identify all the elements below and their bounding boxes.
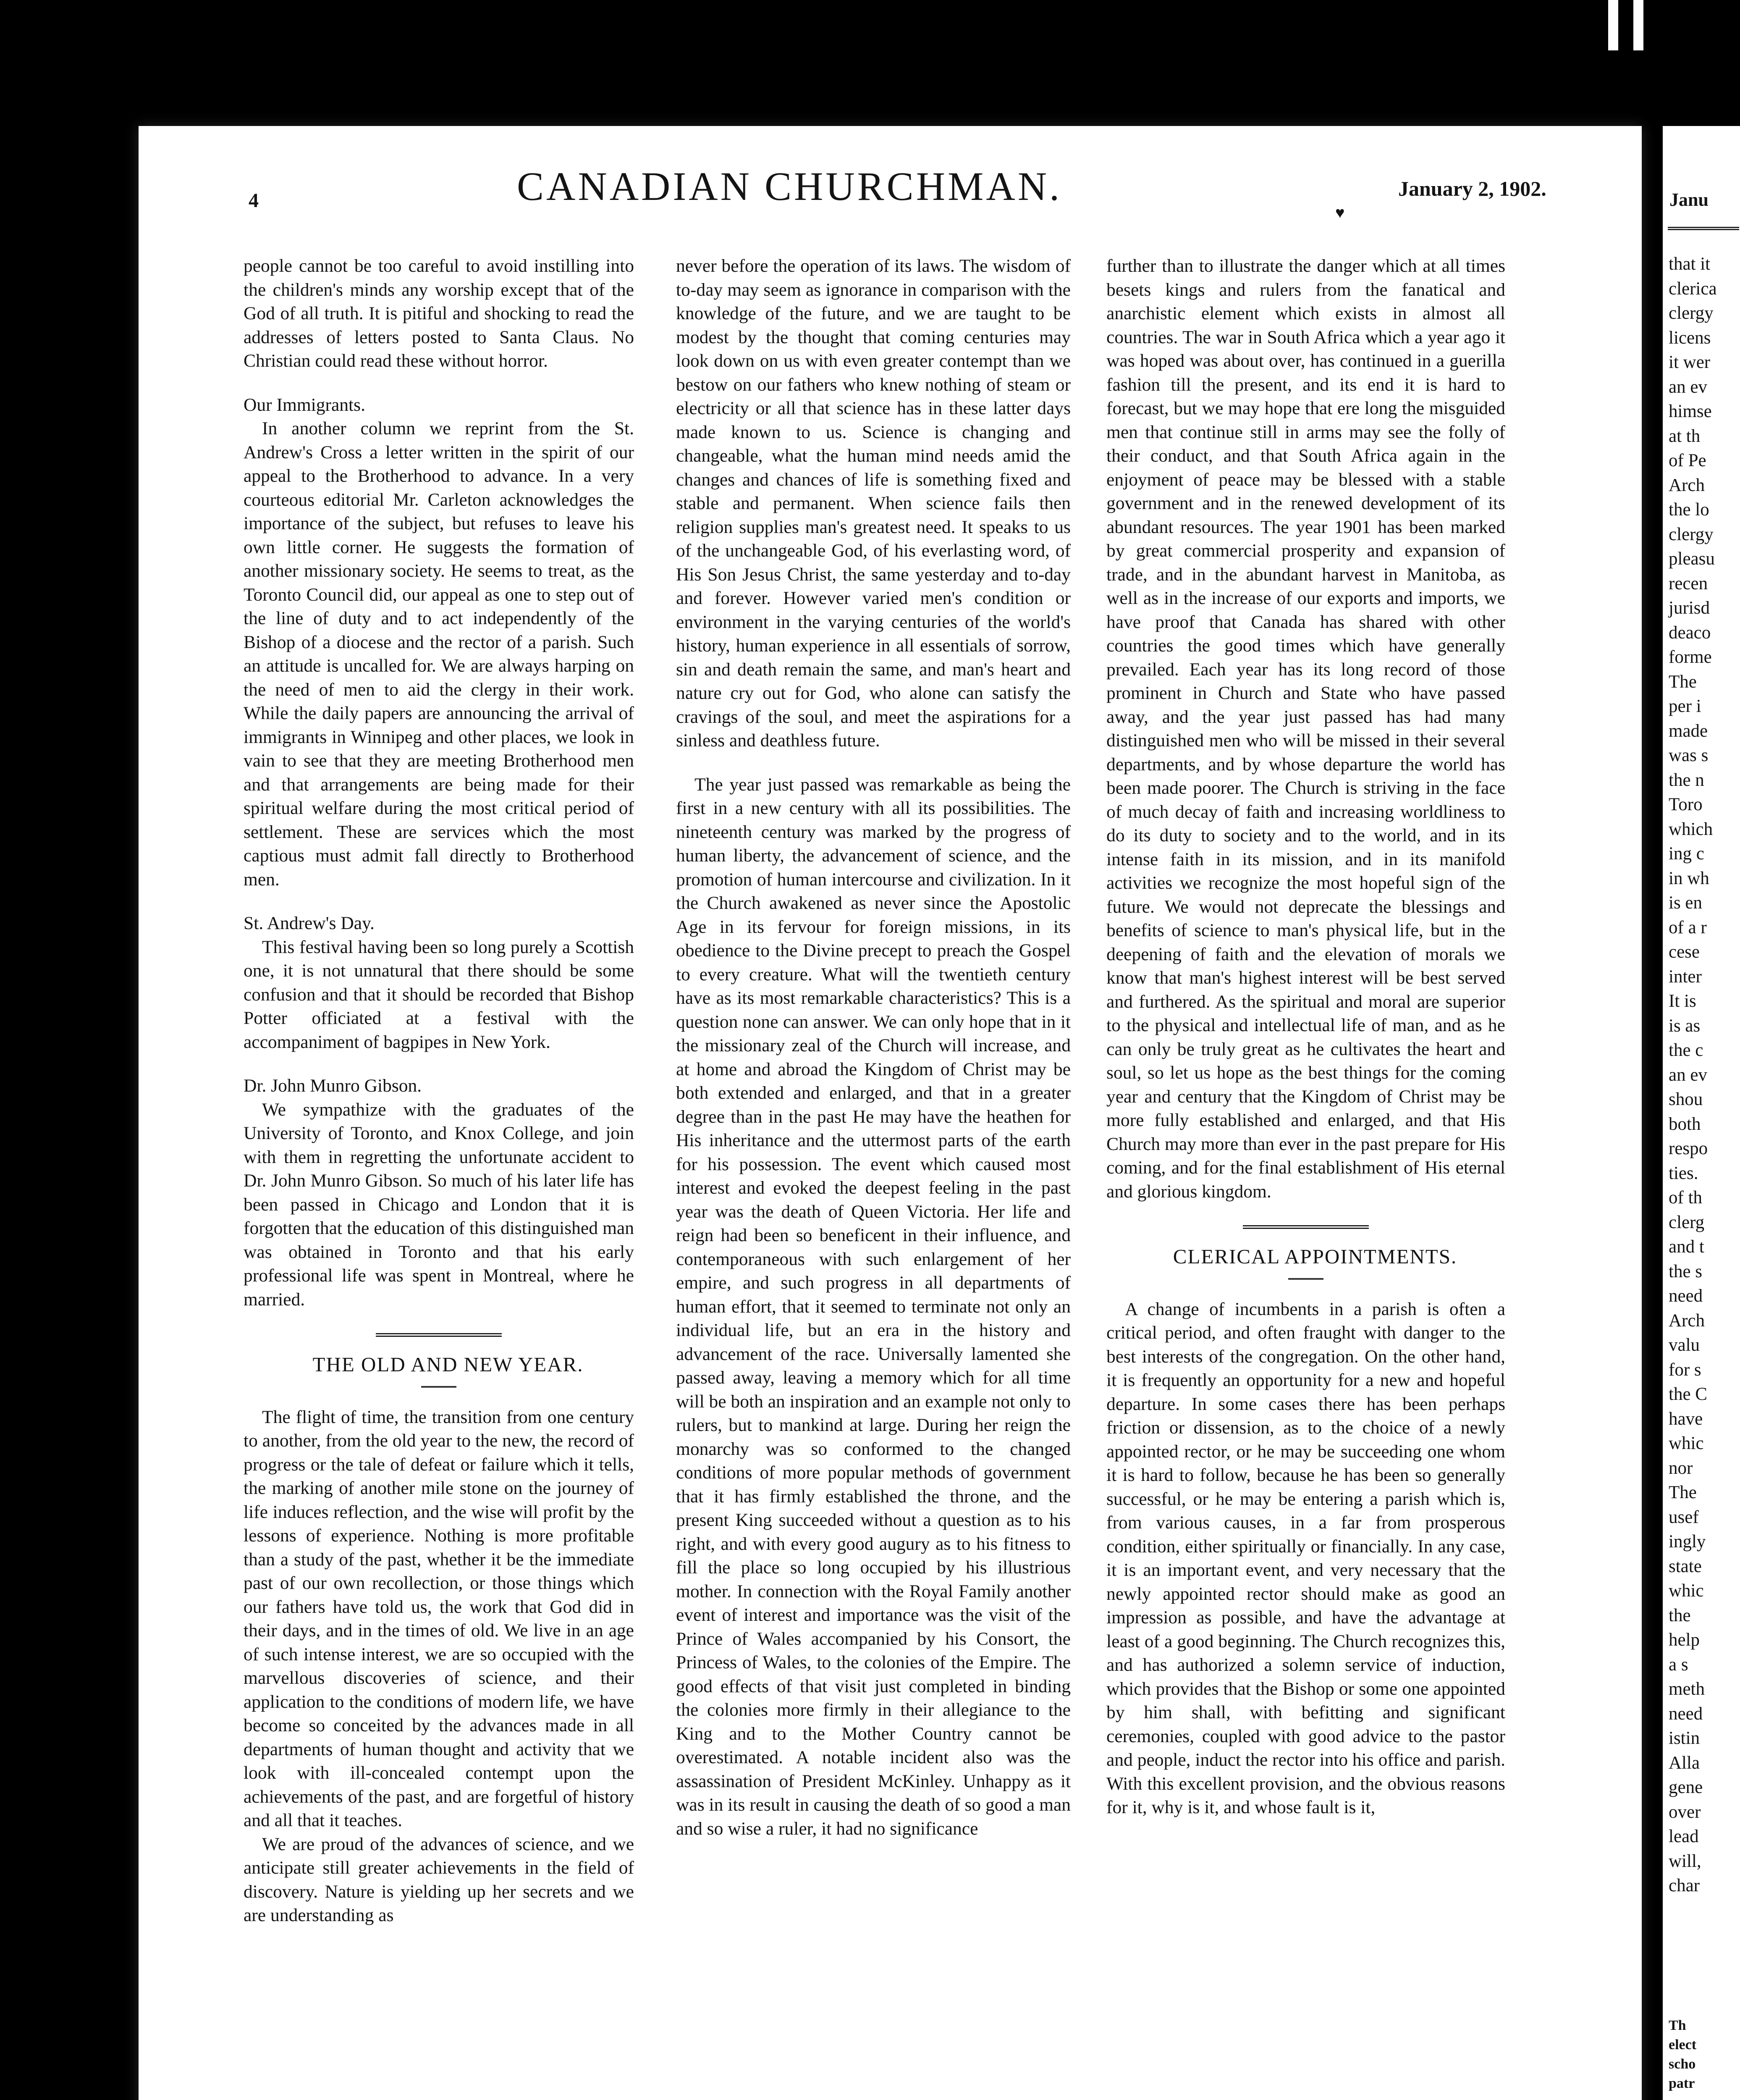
scan-bar xyxy=(1633,0,1643,50)
adjacent-page-line: recen xyxy=(1669,573,1708,593)
adjacent-page-line: jurisd xyxy=(1669,598,1710,618)
adjacent-page-line: an ev xyxy=(1669,377,1707,397)
adjacent-page-line: state xyxy=(1669,1556,1702,1576)
adjacent-page-line: made xyxy=(1669,721,1708,741)
adjacent-page-line: usef xyxy=(1669,1507,1699,1527)
adjacent-page-line: Alla xyxy=(1669,1753,1700,1773)
adjacent-page-footer-line: scho xyxy=(1669,2056,1696,2072)
adjacent-page-line: have xyxy=(1669,1409,1703,1429)
column-2 xyxy=(676,254,1071,1840)
section-heading-immigrants: Our Immigrants. xyxy=(244,394,365,415)
adjacent-page-line: himse xyxy=(1669,402,1712,421)
adjacent-page-line: need xyxy=(1669,1704,1703,1724)
adjacent-page-line: is en xyxy=(1669,893,1703,913)
adjacent-page-line: respo xyxy=(1669,1139,1708,1158)
article-title-old-new-year: THE OLD AND NEW YEAR. xyxy=(312,1353,584,1376)
adjacent-page-line: It is xyxy=(1669,991,1696,1011)
adjacent-page-line: shou xyxy=(1669,1089,1703,1109)
adjacent-page-line: the C xyxy=(1669,1384,1707,1404)
adjacent-page-line: was s xyxy=(1669,746,1709,765)
adjacent-page-line: the n xyxy=(1669,770,1704,790)
adjacent-page-line: whic xyxy=(1669,1581,1704,1601)
adjacent-page-line: ingly xyxy=(1669,1532,1706,1551)
adjacent-page-header: Janu xyxy=(1669,189,1709,210)
adjacent-page-line: Arch xyxy=(1669,475,1705,495)
adjacent-page-line: meth xyxy=(1669,1679,1705,1699)
adjacent-page-rule xyxy=(1668,227,1739,230)
adjacent-page-line: nor xyxy=(1669,1458,1693,1478)
paragraph-col2-1: never before the operation of its laws. The wisdom of to-day may seem as ignorance in comparison with the knowledge of the future, and we are taught to be modest by the thought that coming centuries may look down on us with even greater contempt than we bestow on our fathers who knew nothing of steam or electricity or all that science has in these latter days made known to us. Science is changing and changeable, what the human mind needs amid the changes and chances of life is something fixed and stable and permanent. When science fails then religion supplies man's greatest need. It speaks to us of the unchangeable God, of his everlasting word, of His Son Jesus Christ, the same yesterday and to-day and forever. However varied men's condition or environment in the varying centuries of the world's history, human experience in all essentials of sorrow, sin and death remain the same, and man's heart and nature cry out for God, who alone can satisfy the cravings of the soul, and meet the aspirations for a sinless and deathless future. xyxy=(676,256,1071,751)
newspaper-title: CANADIAN CHURCHMAN. xyxy=(516,164,1062,209)
section-divider xyxy=(376,1333,502,1339)
adjacent-page-line: per i xyxy=(1669,696,1701,716)
adjacent-page-line: ing c xyxy=(1669,844,1704,864)
adjacent-page-edge xyxy=(1663,126,1740,2100)
adjacent-page-line: over xyxy=(1669,1802,1701,1822)
adjacent-page-line: the s xyxy=(1669,1261,1703,1281)
adjacent-page-line: that it xyxy=(1669,254,1711,274)
adjacent-page-line: the lo xyxy=(1669,500,1709,520)
title-rule xyxy=(1288,1278,1323,1280)
adjacent-page-line: lead xyxy=(1669,1827,1699,1846)
adjacent-page-line: valu xyxy=(1669,1335,1700,1355)
adjacent-page-line: will, xyxy=(1669,1851,1701,1871)
adjacent-page-line: it wer xyxy=(1669,352,1711,372)
adjacent-page-line: gene xyxy=(1669,1777,1703,1797)
adjacent-page-footer-line: Th xyxy=(1669,2018,1686,2033)
adjacent-page-line: and t xyxy=(1669,1237,1704,1257)
paragraph-st-andrews-day: This festival having been so long purely a Scottish one, it is not unnatural that there should be some confusion and that it should be recorded that Bishop Potter officiated at a festival with the accompaniment of bagpipes in New York. xyxy=(244,937,634,1052)
opening-paragraph: people cannot be too careful to avoid instilling into the children's minds any worship except that of the God of all truth. It is pitiful and shocking to read the addresses of letters posted to Santa Claus. No Christian could read these without horror. xyxy=(244,256,634,371)
section-heading-st-andrews-day: St. Andrew's Day. xyxy=(244,913,375,933)
adjacent-page-line: is as xyxy=(1669,1016,1701,1036)
adjacent-page-line: clergy xyxy=(1669,303,1714,323)
paragraph-immigrants: In another column we reprint from the St. Andrew's Cross a letter written in the spirit of our appeal to the Brotherhood to advance. In a very courteous editorial Mr. Carleton acknowledges the importance of the subject, but refuses to leave his own little corner. He suggests the formation of another missionary society. He seems to treat, as the Toronto Council did, our appeal as one to step out of the line of duty and to act independently of the Bishop of a diocese and the rector of a parish. Such an attitude is uncalled for. We are always harping on the need of men to aid the clergy in their work. While the daily papers are announcing the arrival of immigrants in Winnipeg and other places, we look in vain to see that they are meeting Brotherhood men and that arrangements are being made for their spiritual welfare during the most critical period of settlement. These are services which the most captious must admit fall directly to Brotherhood men. xyxy=(244,418,634,890)
adjacent-page-line: of th xyxy=(1669,1188,1703,1208)
adjacent-page-line: inter xyxy=(1669,966,1702,987)
column-1 xyxy=(244,254,634,1927)
adjacent-page-line: a s xyxy=(1669,1654,1688,1675)
adjacent-page-line: which xyxy=(1669,819,1713,839)
title-rule xyxy=(421,1386,456,1388)
adjacent-page-line: Toro xyxy=(1669,795,1703,814)
adjacent-page-line: forme xyxy=(1669,647,1712,667)
adjacent-page-line: at th xyxy=(1669,426,1701,446)
adjacent-page-line: both xyxy=(1669,1114,1701,1134)
printer-mark-icon: ♥ xyxy=(1335,204,1345,222)
section-divider xyxy=(1243,1225,1369,1231)
adjacent-page-line: Arch xyxy=(1669,1310,1705,1331)
page-number: 4 xyxy=(249,189,259,212)
paragraph-col2-2: The year just passed was remarkable as being the first in a new century with all its possibilities. The nineteenth century was marked by the progress of human liberty, the advancement of science, and the promotion of human intercourse and civilization. In it the Church awakened as never since the Apostolic Age in its fervour for foreign missions, in its obedience to the Divine precept to preach the Gospel to every creature. What will the twentieth century have as its most remarkable characteristics? This is a question none can answer. We can only hope that in it the missionary zeal of the Church will increase, and at home and abroad the Kingdom of Christ may be both extended and enlarged, and that in a greater degree than in the past He may have the heathen for His inheritance and the uttermost parts of the earth for his possession. The event which caused most interest and evoked the deepest feeling in the past year was the death of Queen Victoria. Her life and reign had been so beneficent in their influence, and contemporaneous with such enlargement of her empire, and such progress in all departments of human effort, that it seemed to terminate not only an individual life, but an era in the history and advancement of the race. Universally lamented she passed away, leaving a memory which for all time will be both an inspiration and an example not only to rulers, but to mankind at large. During her reign the monarchy was so conformed to the changed conditions of more popular methods of government that it has firmly established the throne, and the present King succeeded without a question as to his right, and with every good augury as to his fitness to fill the place so long occupied by his illustrious mother. In connection with the Royal Family another event of interest and importance was the visit of the Prince of Wales accompanied by his Consort, the Princess of Wales, to the colonies of the Empire. The good effects of that visit just completed in binding the colonies more firmly in their allegiance to the King and to the Mother Country cannot be overestimated. A notable incident also was the assassination of President McKinley. Unhappy as it was in its result in causing the death of so good a man and so wise a ruler, it had no significance xyxy=(676,774,1071,1839)
adjacent-page-line: in wh xyxy=(1669,868,1709,888)
adjacent-page-line: licens xyxy=(1669,328,1711,348)
adjacent-page-line: deaco xyxy=(1669,622,1711,643)
newspaper-page xyxy=(139,126,1642,2100)
issue-date: January 2, 1902. xyxy=(1398,177,1546,200)
paragraph-col3-1: further than to illustrate the danger which at all times besets kings and rulers from the fanatical and anarchistic element which exists in almost all countries. The war in South Africa which a year ago it was hoped was about over, has continued in a guerilla fashion till the present, and its end it is hard to forecast, but we may hope that ere long the misguided men that continue still in arms may see the folly of their conduct, and that South Africa again in the enjoyment of peace may be blessed with a stable government and in the renewed development of its abundant resources. The year 1901 has been marked by great commercial prosperity and expansion of trade, and in the abundant harvest in Manitoba, as well as in the increase of our exports and imports, we have proof that Canada has shared with other countries the good times which have generally prevailed. Each year has its long record of those prominent in Church and State who have passed away, and the year just passed has had many distinguished men who will be missed in their several departments, and by whose departure the world has been made poorer. The Church is striving in the face of much decay of faith and increasing worldliness to do its duty to society and to the world, and in its intense faith in its mission, and in its manifold activities we recognize the most hopeful sign of the future. We would not deprecate the blessings and benefits of science to man's physical life, but in the deepening of faith and the elevation of morals we know that man's highest interest will be best served and furthered. As the spiritual and moral are superior to the physical and intellectual life of man, and as he can only be truly great as he cultivates the heart and soul, so let us hope as the best things for the coming year and century that the Kingdom of Christ may be more fully established and enlarged, and that His Church may more than ever in the past prepare for His coming, and for the final establishment of His eternal and glorious kingdom. xyxy=(1106,256,1505,1202)
adjacent-page-line: clerg xyxy=(1669,1212,1705,1232)
adjacent-page-line: istin xyxy=(1669,1728,1700,1748)
adjacent-page-line: for s xyxy=(1669,1360,1701,1380)
adjacent-page-line: whic xyxy=(1669,1433,1704,1453)
paragraph-old-new-year-1: The flight of time, the transition from one century to another, from the old year to the new, the record of progress or the tale of defeat or failure which it tells, the marking of another mile stone on the journey of life induces reflection, and the wise will profit by the lessons of experience. Nothing is more profitable than a study of the past, whether it be the immediate past of our own recollection, or those things which our fathers have told us, the work that God did in their days, and in the times of old. We live in an age of such intense interest, we are so occupied with the marvellous discoveries of science, and their application to the conditions of modern life, we have become so conceited by the advances made in all departments of human thought and activity that we look with ill-concealed contempt upon the achievements of the past, and are forgetful of history and all that it teaches. xyxy=(244,1407,634,1830)
adjacent-page-line: The xyxy=(1669,672,1697,692)
adjacent-page-line: of a r xyxy=(1669,917,1707,937)
article-title-clerical-appointments: CLERICAL APPOINTMENTS. xyxy=(1173,1245,1457,1268)
adjacent-page-line: clerica xyxy=(1669,278,1717,299)
section-heading-gibson: Dr. John Munro Gibson. xyxy=(244,1076,422,1096)
adjacent-page-line: the c xyxy=(1669,1040,1703,1060)
adjacent-page-line: cese xyxy=(1669,942,1700,962)
column-3 xyxy=(1106,254,1505,1819)
adjacent-page-text xyxy=(1669,252,1740,1898)
adjacent-page-line: clergy xyxy=(1669,524,1714,544)
scan-bar xyxy=(1608,0,1618,50)
adjacent-page-footer-text xyxy=(1669,2016,1740,2093)
paragraph-old-new-year-2: We are proud of the advances of science, and we anticipate still greater achievements in the field of discovery. Nature is yielding up her secrets and we are understanding as xyxy=(244,1834,634,1925)
adjacent-page-line: ties. xyxy=(1669,1163,1698,1183)
paragraph-clerical-appointments: A change of incumbents in a parish is often a critical period, and often fraught with danger to the best interests of the congregation. On the other hand, it is frequently an opportunity for a new and hopeful departure. In some cases there has been perhaps friction or dissension, as to the choice of a newly appointed rector, or he may be succeeding one whom it is hard to follow, because he has been so generally successful, or he may be entering a parish which is, from various causes, in a far from prosperous condition, either spiritually or financially. In any case, it is an important event, and very necessary that the newly appointed rector should make as good an impression as possible, and have the advantage at least of a good beginning. The Church recognizes this, and has authorized a solemn service of induction, which provides that the Bishop or some one appointed by him shall, with befitting and significant ceremonies, coupled with good advice to the pastor and people, induct the rector into his office and parish. With this excellent provision, and the obvious reasons for it, why is it, and whose fault is it, xyxy=(1106,1299,1505,1817)
adjacent-page-footer-line: elect xyxy=(1669,2037,1697,2053)
paragraph-gibson: We sympathize with the graduates of the University of Toronto, and Knox College, and join with them in regretting the unfortunate accident to Dr. John Munro Gibson. So much of his later life has been passed in Chicago and London that it is forgotten that the education of this distinguished man was obtained in Toronto and that his early professional life was spent in Montreal, where he married. xyxy=(244,1099,634,1310)
adjacent-page-line: help xyxy=(1669,1630,1700,1650)
adjacent-page-line: the xyxy=(1669,1605,1691,1625)
adjacent-page-line: char xyxy=(1669,1876,1700,1895)
adjacent-page-line: need xyxy=(1669,1286,1703,1306)
adjacent-page-line: pleasu xyxy=(1669,549,1715,569)
adjacent-page-line: of Pe xyxy=(1669,451,1706,470)
adjacent-page-footer-line: patr xyxy=(1669,2076,1695,2091)
adjacent-page-line: an ev xyxy=(1669,1065,1707,1085)
adjacent-page-line: The xyxy=(1669,1483,1697,1502)
